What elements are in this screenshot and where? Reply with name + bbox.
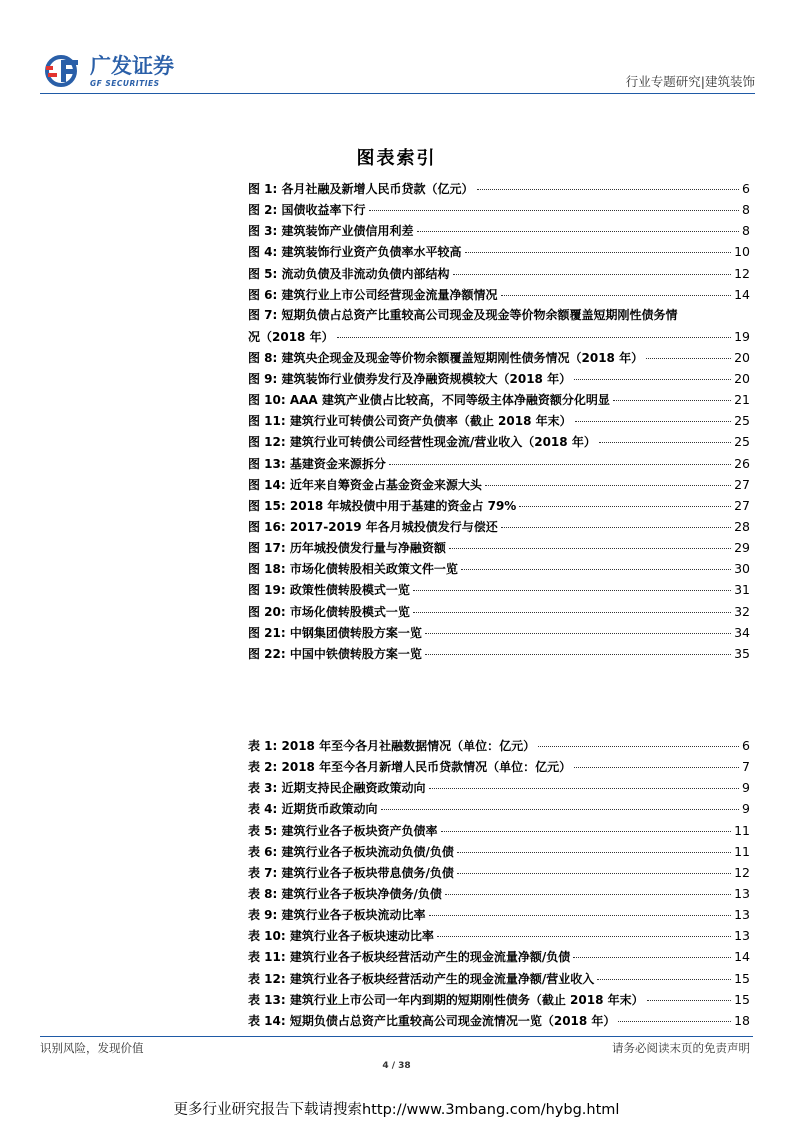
figure-entry[interactable] [248, 199, 750, 220]
leader-dots [445, 894, 731, 895]
leader-dots [574, 379, 731, 380]
leader-dots [501, 295, 732, 296]
figure-index [248, 178, 750, 664]
page-header [40, 48, 755, 92]
figure-entry[interactable] [248, 558, 750, 579]
table-entry[interactable] [248, 989, 750, 1010]
figure-entry-page: 27 [734, 476, 750, 492]
gf-securities-logo [40, 48, 190, 92]
figure-entry[interactable] [248, 431, 750, 452]
leader-dots [618, 1021, 731, 1022]
table-entry-page: 9 [742, 780, 750, 796]
figure-entry-label: 图 19: 政策性债转股模式一览 [248, 583, 410, 598]
leader-dots [538, 746, 739, 747]
leader-dots [425, 654, 731, 655]
figure-entry-label: 图 7: 短期负债占总资产比重较高公司现金及现金等价物余额覆盖短期刚性债务情 [248, 307, 678, 322]
leader-dots [425, 633, 731, 634]
table-entry-page: 13 [734, 928, 750, 944]
footer-disclaimer: 请务必阅读末页的免责声明 [612, 1041, 750, 1055]
figure-entry[interactable] [248, 389, 750, 410]
figure-entry-page: 26 [734, 455, 750, 471]
figure-entry[interactable] [248, 579, 750, 600]
table-entry-label: 表 1: 2018 年至今各月社融数据情况（单位：亿元） [248, 739, 536, 753]
leader-dots [573, 957, 731, 958]
figure-entry-page: 8 [742, 223, 750, 239]
table-entry[interactable] [248, 1010, 750, 1031]
leader-dots [441, 831, 732, 832]
figure-entry-label: 图 8: 建筑央企现金及现金等价物余额覆盖短期刚性债务情况（2018 年） [248, 350, 644, 365]
figure-entry-label: 图 12: 建筑行业可转债公司经营性现金流/营业收入（2018 年） [248, 435, 596, 450]
table-entry-label: 表 8: 建筑行业各子板块净债务/负债 [248, 886, 442, 901]
leader-dots [575, 421, 731, 422]
table-entry[interactable] [248, 735, 750, 756]
figure-entry[interactable] [248, 516, 750, 537]
leader-dots [449, 548, 731, 549]
table-entry-page: 11 [734, 843, 750, 859]
header-divider [40, 93, 755, 94]
figure-entry[interactable] [248, 284, 750, 305]
table-entry[interactable] [248, 841, 750, 862]
figure-entry-page: 20 [734, 349, 750, 365]
leader-dots [457, 852, 731, 853]
leader-dots [381, 809, 740, 810]
figure-entry-page: 29 [734, 540, 750, 556]
figure-entry-label: 图 21: 中钢集团债转股方案一览 [248, 625, 422, 640]
table-entry-page: 7 [742, 759, 750, 775]
figure-entry[interactable] [248, 622, 750, 643]
figure-entry[interactable] [248, 453, 750, 474]
leader-dots [457, 873, 731, 874]
figure-entry-label: 图 14: 近年来自筹资金占基金资金来源大头 [248, 477, 482, 492]
leader-dots [599, 442, 731, 443]
leader-dots [437, 936, 731, 937]
leader-dots [369, 210, 740, 211]
table-entry[interactable] [248, 862, 750, 883]
leader-dots [501, 527, 731, 528]
table-entry[interactable] [248, 968, 750, 989]
leader-dots [647, 1000, 731, 1001]
table-entry-page: 14 [734, 949, 750, 965]
figure-entry[interactable] [248, 305, 750, 347]
table-entry[interactable] [248, 904, 750, 925]
figure-entry-page: 20 [734, 370, 750, 386]
leader-dots [429, 788, 740, 789]
table-entry-label: 表 12: 建筑行业各子板块经营活动产生的现金流量净额/营业收入 [248, 971, 595, 986]
brand-name-en: GF SECURITIES [90, 79, 160, 88]
leader-dots [485, 485, 731, 486]
figure-entry-page: 6 [742, 181, 750, 196]
footer-divider [40, 1036, 753, 1037]
table-entry-label: 表 13: 建筑行业上市公司一年内到期的短期刚性债务（截止 2018 年末） [248, 992, 644, 1007]
leader-dots [461, 569, 731, 570]
leader-dots [574, 767, 739, 768]
table-entry[interactable] [248, 798, 750, 819]
table-entry-label: 表 5: 建筑行业各子板块资产负债率 [248, 823, 438, 838]
table-entry[interactable] [248, 756, 750, 777]
figure-entry-label: 图 13: 基建资金来源拆分 [248, 456, 386, 471]
figure-entry-page: 28 [734, 518, 750, 534]
figure-entry[interactable] [248, 178, 750, 199]
table-index [248, 735, 750, 1031]
figure-entry[interactable] [248, 368, 750, 389]
leader-dots [465, 252, 732, 253]
figure-entry[interactable] [248, 643, 750, 664]
figure-entry[interactable] [248, 537, 750, 558]
figure-entry-page: 14 [734, 286, 750, 302]
table-entry-label: 表 9: 建筑行业各子板块流动比率 [248, 908, 426, 923]
figure-entry-page: 34 [734, 624, 750, 640]
figure-entry-label: 图 16: 2017-2019 年各月城投债发行与偿还 [248, 519, 498, 534]
figure-entry[interactable] [248, 241, 750, 262]
figure-entry-page: 27 [734, 497, 750, 513]
figure-entry-label: 图 10: AAA 建筑产业债占比较高，不同等级主体净融资额分化明显 [248, 393, 610, 408]
promo-text: 更多行业研究报告下载请搜索http://www.3mbang.com/hybg.html [173, 1102, 620, 1118]
leader-dots [417, 231, 740, 232]
table-entry-label: 表 3: 近期支持民企融资政策动向 [248, 781, 426, 796]
table-entry[interactable] [248, 946, 750, 967]
brand-name-cn: 广发证券 [90, 54, 174, 78]
table-entry-label: 表 4: 近期货币政策动向 [248, 802, 378, 817]
table-entry[interactable] [248, 777, 750, 798]
figure-entry-page: 32 [734, 603, 750, 619]
figure-entry-page: 8 [742, 202, 750, 218]
figure-entry-page: 25 [734, 434, 750, 450]
figure-entry-label: 图 2: 国债收益率下行 [248, 203, 366, 218]
table-entry-page: 12 [734, 864, 750, 880]
table-entry[interactable] [248, 883, 750, 904]
figure-entry[interactable] [248, 347, 750, 368]
leader-dots [337, 337, 732, 338]
table-entry-page: 6 [742, 738, 750, 753]
figure-entry-label: 图 5: 流动负债及非流动负债内部结构 [248, 266, 450, 281]
leader-dots [389, 464, 731, 465]
table-entry-label: 表 10: 建筑行业各子板块速动比率 [248, 929, 434, 944]
table-entry-page: 18 [734, 1012, 750, 1028]
table-entry-page: 13 [734, 907, 750, 923]
table-entry-page: 13 [734, 885, 750, 901]
figure-entry[interactable] [248, 601, 750, 622]
figure-entry-page: 25 [734, 413, 750, 429]
gf-logo-icon [44, 54, 84, 88]
table-entry-label: 表 14: 短期负债占总资产比重较高公司现金流情况一览（2018 年） [248, 1013, 616, 1028]
table-entry-page: 15 [734, 970, 750, 986]
figure-entry-label: 图 15: 2018 年城投债中用于基建的资金占 79% [248, 498, 517, 513]
table-entry-page: 11 [734, 822, 750, 838]
figure-entry-label: 图 17: 历年城投债发行量与净融资额 [248, 541, 446, 556]
leader-dots [613, 400, 731, 401]
table-entry-label: 表 11: 建筑行业各子板块经营活动产生的现金流量净额/负债 [248, 950, 571, 965]
leader-dots [597, 979, 731, 980]
leader-dots [429, 915, 732, 916]
report-category: 行业专题研究|建筑装饰 [625, 74, 755, 89]
leader-dots [477, 189, 740, 190]
figure-entry[interactable] [248, 474, 750, 495]
table-entry-page: 15 [734, 991, 750, 1007]
figure-entry[interactable] [248, 410, 750, 431]
figure-entry-label: 图 6: 建筑行业上市公司经营现金流量净额情况 [248, 287, 498, 302]
figure-entry-label: 图 18: 市场化债转股相关政策文件一览 [248, 562, 458, 577]
leader-dots [519, 506, 731, 507]
figure-entry-page: 12 [734, 265, 750, 281]
leader-dots [413, 590, 731, 591]
leader-dots [413, 612, 731, 613]
figure-entry-label: 图 11: 建筑行业可转债公司资产负债率（截止 2018 年末） [248, 414, 572, 429]
figure-entry[interactable] [248, 220, 750, 241]
figure-entry[interactable] [248, 495, 750, 516]
figure-entry-label-cont: 况（2018 年） [248, 330, 334, 344]
leader-dots [646, 358, 731, 359]
figure-entry-page: 19 [734, 329, 750, 344]
table-entry-label: 表 2: 2018 年至今各月新增人民币贷款情况（单位：亿元） [248, 760, 572, 775]
table-entry[interactable] [248, 925, 750, 946]
figure-entry-page: 31 [734, 582, 750, 598]
figure-entry-label: 图 9: 建筑装饰行业债券发行及净融资规模较大（2018 年） [248, 371, 572, 386]
table-entry-label: 表 6: 建筑行业各子板块流动负债/负债 [248, 844, 454, 859]
page-title: 图表索引 [356, 148, 437, 169]
figure-entry-label: 图 4: 建筑装饰行业资产负债率水平较高 [248, 245, 462, 260]
table-entry-label: 表 7: 建筑行业各子板块带息债务/负债 [248, 865, 454, 880]
figure-entry-page: 30 [734, 561, 750, 577]
figure-entry-label: 图 20: 市场化债转股模式一览 [248, 604, 410, 619]
table-entry[interactable] [248, 820, 750, 841]
leader-dots [453, 274, 732, 275]
page-number: 4 / 38 [382, 1061, 411, 1071]
table-entry-page: 9 [742, 801, 750, 817]
figure-entry-label: 图 1: 各月社融及新增人民币贷款（亿元） [248, 182, 474, 196]
footer-slogan: 识别风险，发现价值 [40, 1041, 144, 1055]
figure-entry-label: 图 3: 建筑装饰产业债信用利差 [248, 224, 414, 239]
figure-entry[interactable] [248, 263, 750, 284]
figure-entry-page: 21 [734, 392, 750, 408]
figure-entry-page: 10 [734, 244, 750, 260]
figure-entry-label: 图 22: 中国中铁债转股方案一览 [248, 646, 422, 661]
figure-entry-page: 35 [734, 645, 750, 661]
